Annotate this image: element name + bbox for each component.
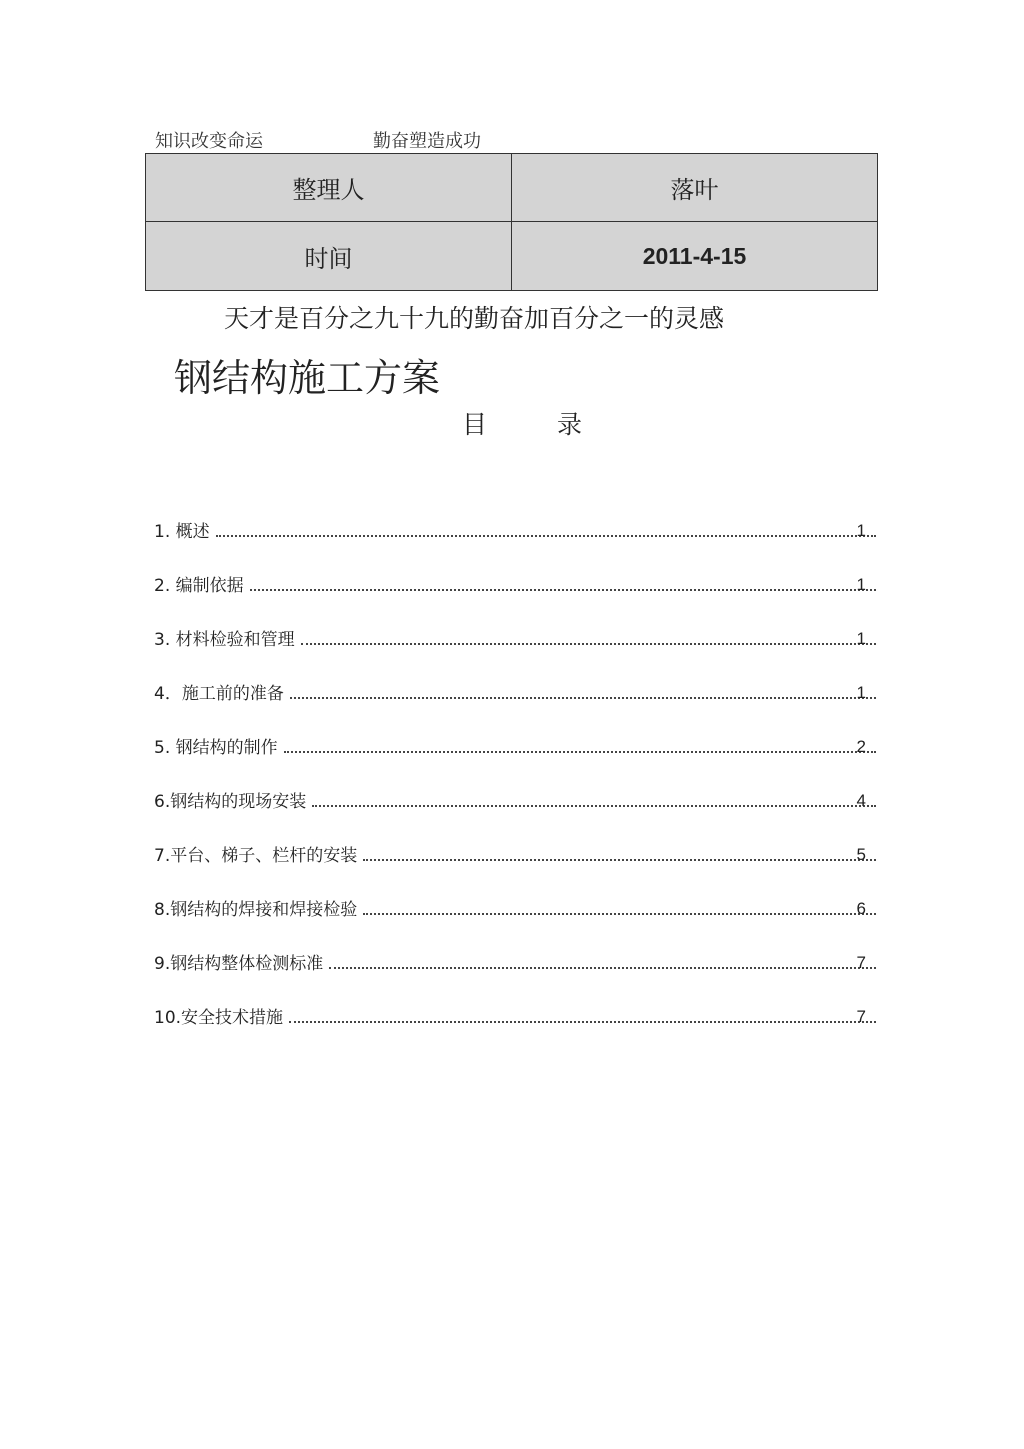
toc-entry[interactable] (154, 841, 878, 895)
toc-entry-page: 7 (856, 1007, 866, 1026)
page-title: 钢结构施工方案 (174, 356, 441, 400)
toc-entry[interactable] (154, 517, 878, 571)
toc-heading (462, 405, 583, 441)
toc-entry-page: 5 (856, 845, 866, 864)
toc-entry-label: 5. 钢结构的制作 (154, 738, 278, 758)
time-value: 2011-4-15 (512, 222, 878, 291)
toc-entry[interactable] (154, 787, 878, 841)
toc-entry[interactable] (154, 733, 878, 787)
toc-entry[interactable] (154, 949, 878, 1003)
toc-leader-dots (284, 733, 876, 753)
info-table (145, 153, 878, 291)
toc-entry[interactable] (154, 895, 878, 949)
toc-entry[interactable] (154, 625, 878, 679)
toc-entry[interactable] (154, 679, 878, 733)
toc-entry-label: 6.钢结构的现场安装 (154, 792, 307, 812)
toc-entry-page: 1 (856, 683, 866, 702)
toc-leader-dots (250, 571, 876, 591)
toc-entry-label: 2. 编制依据 (154, 576, 244, 596)
quote: 天才是百分之九十九的勤奋加百分之一的灵感 (224, 304, 725, 333)
toc-leader-dots (290, 679, 876, 699)
table-of-contents (154, 517, 878, 1057)
toc-heading-char1: 目 (462, 410, 488, 439)
toc-entry-label: 10.安全技术措施 (154, 1008, 284, 1028)
toc-leader-dots (289, 1003, 876, 1023)
header-motto (155, 127, 481, 153)
toc-leader-dots (301, 625, 876, 645)
toc-entry-page: 1 (856, 629, 866, 648)
toc-heading-char2: 录 (557, 410, 583, 439)
toc-entry-label: 7.平台、梯子、栏杆的安装 (154, 846, 358, 866)
toc-entry-page: 4 (856, 791, 866, 810)
toc-entry-page: 6 (856, 899, 866, 918)
toc-leader-dots (216, 517, 876, 537)
table-row (146, 154, 878, 222)
toc-entry-label: 3. 材料检验和管理 (154, 630, 295, 650)
toc-entry[interactable] (154, 571, 878, 625)
toc-entry-page: 2 (856, 737, 866, 756)
toc-entry-label: 9.钢结构整体检测标准 (154, 954, 324, 974)
organizer-value: 落叶 (512, 154, 878, 222)
toc-leader-dots (363, 841, 876, 861)
organizer-label: 整理人 (146, 154, 512, 222)
motto-right: 勤奋塑造成功 (373, 131, 481, 152)
toc-leader-dots (329, 949, 876, 969)
toc-entry-page: 1 (856, 575, 866, 594)
toc-entry-label: 1. 概述 (154, 522, 210, 542)
toc-entry-page: 1 (856, 521, 866, 540)
toc-leader-dots (363, 895, 876, 915)
time-label: 时间 (146, 222, 512, 291)
toc-entry-page: 7 (856, 953, 866, 972)
motto-left: 知识改变命运 (155, 131, 263, 152)
toc-entry-label: 8.钢结构的焊接和焊接检验 (154, 900, 358, 920)
toc-entry-label: 4．施工前的准备 (154, 684, 284, 704)
toc-leader-dots (312, 787, 876, 807)
table-row (146, 222, 878, 291)
toc-entry[interactable] (154, 1003, 878, 1057)
